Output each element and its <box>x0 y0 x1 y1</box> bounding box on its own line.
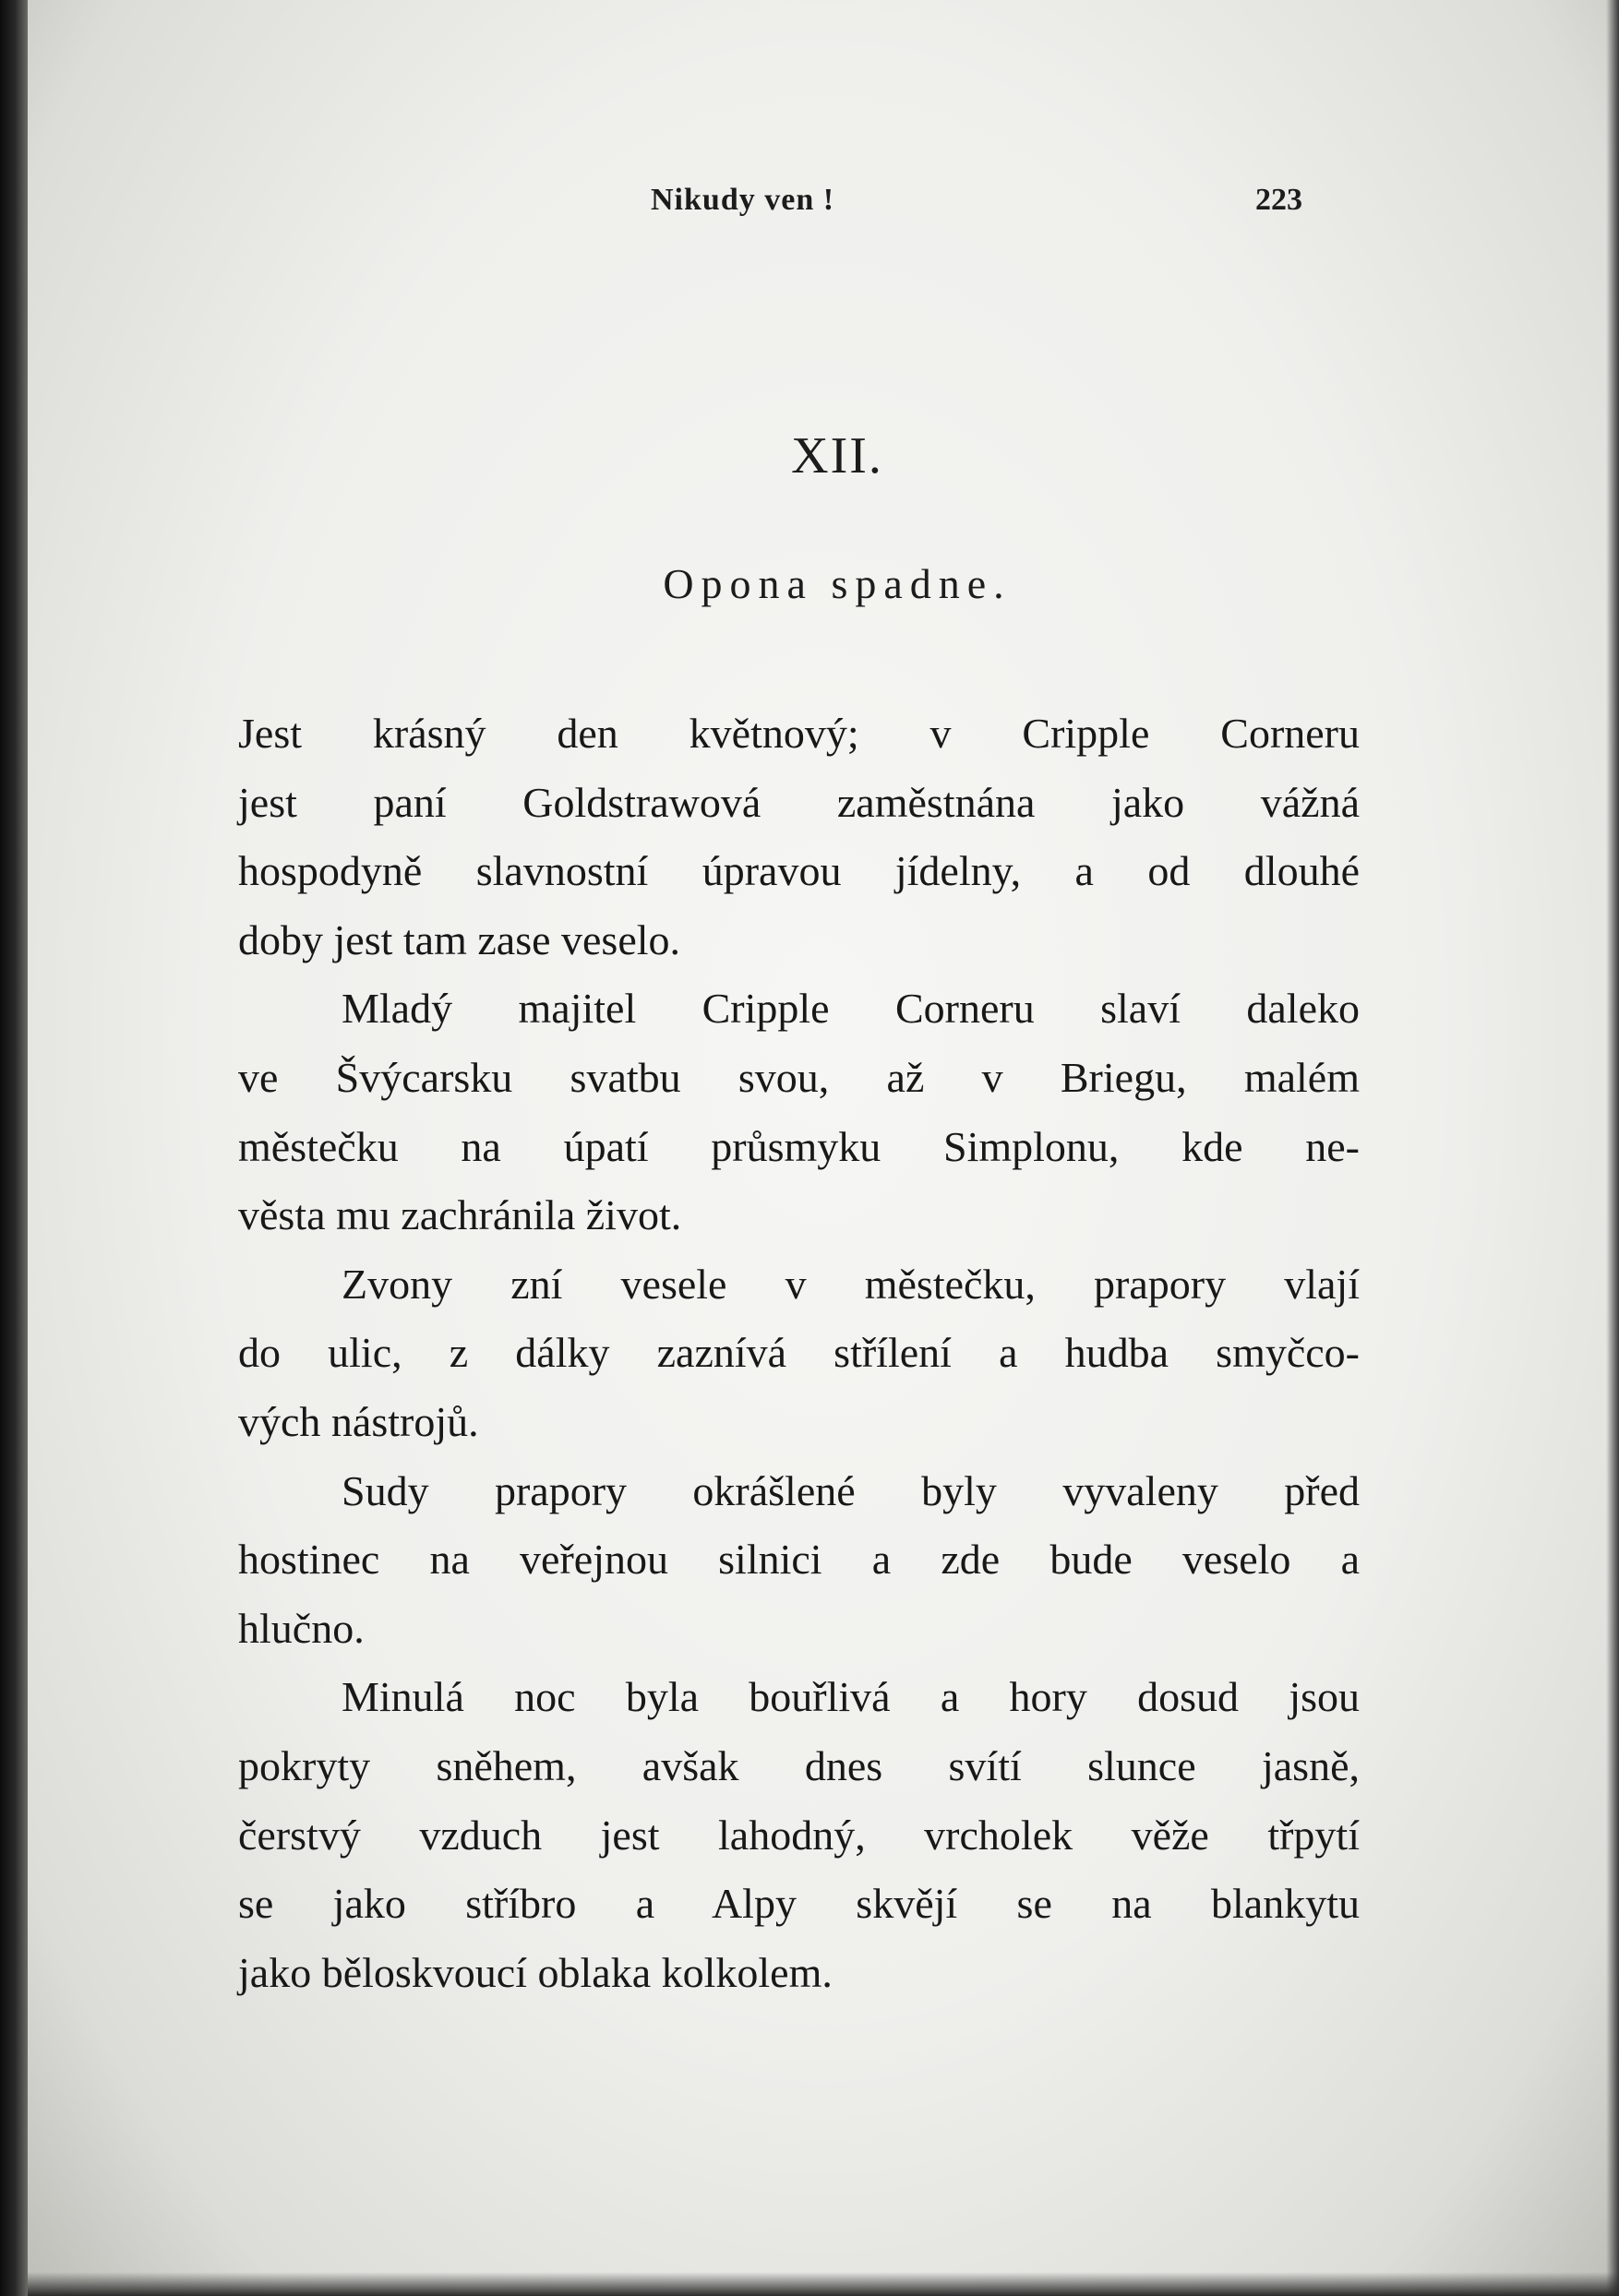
paragraph <box>238 700 1360 975</box>
text-line: hostinec na veřejnou silnici a zde bude veselo a <box>238 1536 1360 1584</box>
book-spine-shadow <box>0 0 28 2296</box>
text-line: jako běloskvoucí oblaka kolkolem. <box>238 1948 833 1996</box>
chapter-number: XII. <box>791 427 883 484</box>
text-line: doby jest tam zase veselo. <box>238 915 681 963</box>
text-line: Jest krásný den květnový; v Cripple Corneru <box>238 710 1360 757</box>
text-line: hlučno. <box>238 1604 365 1652</box>
paragraph <box>238 975 1360 1250</box>
text-line: Mladý majitel Cripple Corneru slaví daleko <box>342 985 1360 1033</box>
running-head <box>28 183 1619 238</box>
text-line: se jako stříbro a Alpy skvějí se na blankytu <box>238 1880 1360 1928</box>
paragraph <box>238 1250 1360 1457</box>
page-edge-shadow <box>1606 0 1619 2296</box>
paragraph <box>238 1663 1360 2007</box>
text-line: čerstvý vzduch jest lahodný, vrcholek věže třpytí <box>238 1811 1360 1859</box>
text-line: vých nástrojů. <box>238 1397 479 1445</box>
text-line: do ulic, z dálky zaznívá střílení a hudba smyčco- <box>238 1329 1360 1377</box>
text-line: jest paní Goldstrawová zaměstnána jako vážná <box>238 778 1360 826</box>
book-page <box>28 0 1619 2296</box>
text-line: Minulá noc byla bouřlivá a hory dosud jsou <box>342 1673 1360 1721</box>
page-number: 223 <box>1255 183 1302 217</box>
paragraph <box>238 1457 1360 1664</box>
text-line: pokryty sněhem, avšak dnes svítí slunce jasně, <box>238 1741 1360 1789</box>
running-title: Nikudy ven ! <box>651 183 835 217</box>
text-line: ve Švýcarsku svatbu svou, až v Briegu, malém <box>238 1053 1360 1101</box>
text-line: Zvony zní vesele v městečku, prapory vlají <box>342 1260 1360 1308</box>
chapter-title: Opona spadne. <box>663 560 1012 607</box>
page-bottom-shadow <box>28 2272 1619 2296</box>
text-line: hospodyně slavnostní úpravou jídelny, a od dlouhé <box>238 847 1360 895</box>
text-line: věsta mu zachránila život. <box>238 1191 682 1239</box>
text-line: městečku na úpatí průsmyku Simplonu, kde ne- <box>238 1122 1360 1170</box>
text-body <box>238 700 1360 2007</box>
text-line: Sudy prapory okrášlené byly vyvaleny před <box>342 1466 1360 1514</box>
